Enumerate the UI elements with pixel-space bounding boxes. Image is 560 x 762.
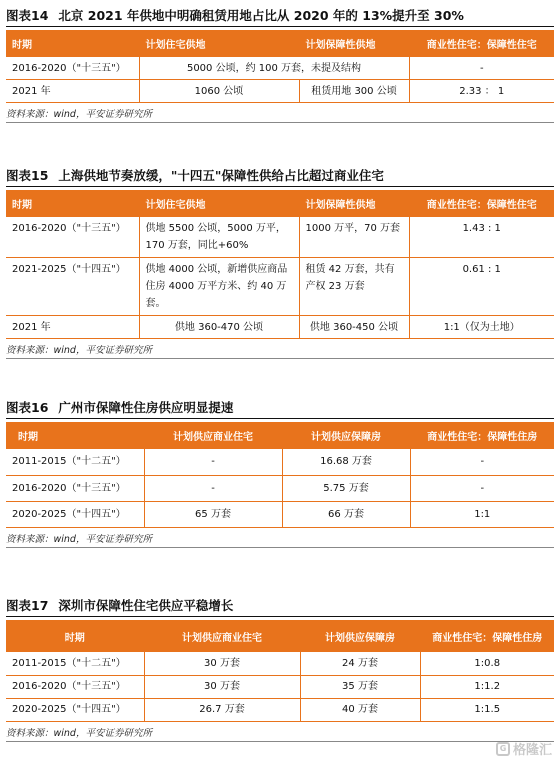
figure-title bbox=[6, 4, 554, 27]
table-section-17 bbox=[6, 594, 554, 742]
figure-title-text: 广州市保障性住房供应明显提速 bbox=[58, 400, 234, 415]
table-cell: - bbox=[144, 475, 282, 501]
column-header: 时期 bbox=[6, 422, 144, 449]
figure-label: 图表14 bbox=[6, 8, 49, 23]
table-row bbox=[6, 475, 554, 501]
table-cell: 2020-2025（"十四五"） bbox=[6, 698, 144, 721]
table-row bbox=[6, 652, 554, 675]
table-row bbox=[6, 217, 554, 258]
column-header: 计划供应保障房 bbox=[282, 422, 410, 449]
table-row bbox=[6, 698, 554, 721]
table-cell: 1:1 bbox=[410, 501, 554, 527]
table-cell: 2021-2025（"十四五"） bbox=[6, 258, 139, 316]
table-cell: 1060 公顷 bbox=[139, 80, 299, 103]
table-cell: 供地 4000 公顷，新增供应商品住房 4000 万平方米、约 40 万套。 bbox=[139, 258, 299, 316]
table-cell: - bbox=[409, 57, 554, 80]
watermark-text: 格隆汇 bbox=[512, 743, 552, 758]
table-cell: 30 万套 bbox=[144, 675, 300, 698]
table-cell: 1:1.2 bbox=[420, 675, 554, 698]
table-cell: 2016-2020（"十三五"） bbox=[6, 675, 144, 698]
source-note: 资料来源：wind，平安证券研究所 bbox=[6, 532, 554, 548]
table-cell: 2020-2025（"十四五"） bbox=[6, 501, 144, 527]
column-header: 商业性住宅：保障性住房 bbox=[420, 620, 554, 652]
column-header: 商业性住宅：保障性住房 bbox=[410, 422, 554, 449]
column-header: 商业性住宅：保障性住宅 bbox=[409, 30, 554, 57]
column-header: 计划保障性供地 bbox=[299, 190, 409, 217]
column-header: 计划供应保障房 bbox=[300, 620, 420, 652]
table-cell: 2011-2015（"十二五"） bbox=[6, 449, 144, 475]
table-row bbox=[6, 316, 554, 339]
table-cell: 40 万套 bbox=[300, 698, 420, 721]
figure-title bbox=[6, 396, 554, 419]
figure-title-text: 上海供地节奏放缓，"十四五"保障性供给占比超过商业住宅 bbox=[58, 168, 384, 183]
data-table bbox=[6, 30, 554, 103]
table-cell: 1000 万平，70 万套 bbox=[299, 217, 409, 258]
table-cell: 1:1（仅为土地） bbox=[409, 316, 554, 339]
column-header: 计划住宅供地 bbox=[139, 30, 299, 57]
table-cell: - bbox=[144, 449, 282, 475]
table-cell: 2011-2015（"十二五"） bbox=[6, 652, 144, 675]
source-note: 资料来源：wind，平安证券研究所 bbox=[6, 107, 554, 123]
source-note: 资料来源：wind，平安证券研究所 bbox=[6, 726, 554, 742]
table-row bbox=[6, 57, 554, 80]
table-section-15 bbox=[6, 164, 554, 359]
table-cell: 24 万套 bbox=[300, 652, 420, 675]
table-cell: 5000 公顷，约 100 万套，未提及结构 bbox=[139, 57, 409, 80]
column-header: 计划供应商业住宅 bbox=[144, 620, 300, 652]
table-cell: 供地 360-450 公顷 bbox=[299, 316, 409, 339]
column-header: 计划住宅供地 bbox=[139, 190, 299, 217]
table-cell: 2021 年 bbox=[6, 80, 139, 103]
table-cell: 供地 360-470 公顷 bbox=[139, 316, 299, 339]
table-cell: 2.33 ： 1 bbox=[409, 80, 554, 103]
figure-title bbox=[6, 164, 554, 187]
watermark bbox=[496, 739, 552, 758]
figure-title-text: 北京 2021 年供地中明确租赁用地占比从 2020 年的 13%提升至 30% bbox=[58, 8, 464, 23]
column-header: 商业性住宅：保障性住宅 bbox=[409, 190, 554, 217]
figure-title bbox=[6, 594, 554, 617]
table-cell: 2016-2020（"十三五"） bbox=[6, 475, 144, 501]
figure-label: 图表17 bbox=[6, 598, 49, 613]
data-table bbox=[6, 422, 554, 528]
table-cell: 5.75 万套 bbox=[282, 475, 410, 501]
column-header: 时期 bbox=[6, 30, 139, 57]
table-cell: 35 万套 bbox=[300, 675, 420, 698]
figure-label: 图表16 bbox=[6, 400, 49, 415]
data-table bbox=[6, 620, 554, 722]
table-cell: 2016-2020（"十三五"） bbox=[6, 217, 139, 258]
table-cell: 1:0.8 bbox=[420, 652, 554, 675]
table-cell: 65 万套 bbox=[144, 501, 282, 527]
column-header: 时期 bbox=[6, 190, 139, 217]
table-row bbox=[6, 675, 554, 698]
table-cell: 16.68 万套 bbox=[282, 449, 410, 475]
figure-label: 图表15 bbox=[6, 168, 49, 183]
table-cell: 1.43 : 1 bbox=[409, 217, 554, 258]
table-cell: 26.7 万套 bbox=[144, 698, 300, 721]
gelonghui-logo-icon: G bbox=[496, 742, 510, 756]
table-row bbox=[6, 258, 554, 316]
table-cell: 供地 5500 公顷，5000 万平，170 万套，同比+60% bbox=[139, 217, 299, 258]
table-cell: - bbox=[410, 475, 554, 501]
table-row bbox=[6, 80, 554, 103]
table-section-16 bbox=[6, 396, 554, 548]
table-section-14 bbox=[6, 4, 554, 123]
column-header: 计划供应商业住宅 bbox=[144, 422, 282, 449]
table-cell: 租赁用地 300 公顷 bbox=[299, 80, 409, 103]
figure-title-text: 深圳市保障性住宅供应平稳增长 bbox=[58, 598, 234, 613]
column-header: 时期 bbox=[6, 620, 144, 652]
table-cell: 1:1.5 bbox=[420, 698, 554, 721]
table-cell: 2016-2020（"十三五"） bbox=[6, 57, 139, 80]
column-header: 计划保障性供地 bbox=[299, 30, 409, 57]
source-note: 资料来源：wind，平安证券研究所 bbox=[6, 343, 554, 359]
table-cell: 66 万套 bbox=[282, 501, 410, 527]
data-table bbox=[6, 190, 554, 339]
table-cell: 0.61 : 1 bbox=[409, 258, 554, 316]
table-row bbox=[6, 449, 554, 475]
table-cell: - bbox=[410, 449, 554, 475]
table-cell: 30 万套 bbox=[144, 652, 300, 675]
table-cell: 2021 年 bbox=[6, 316, 139, 339]
table-cell: 租赁 42 万套，共有产权 23 万套 bbox=[299, 258, 409, 316]
table-row bbox=[6, 501, 554, 527]
